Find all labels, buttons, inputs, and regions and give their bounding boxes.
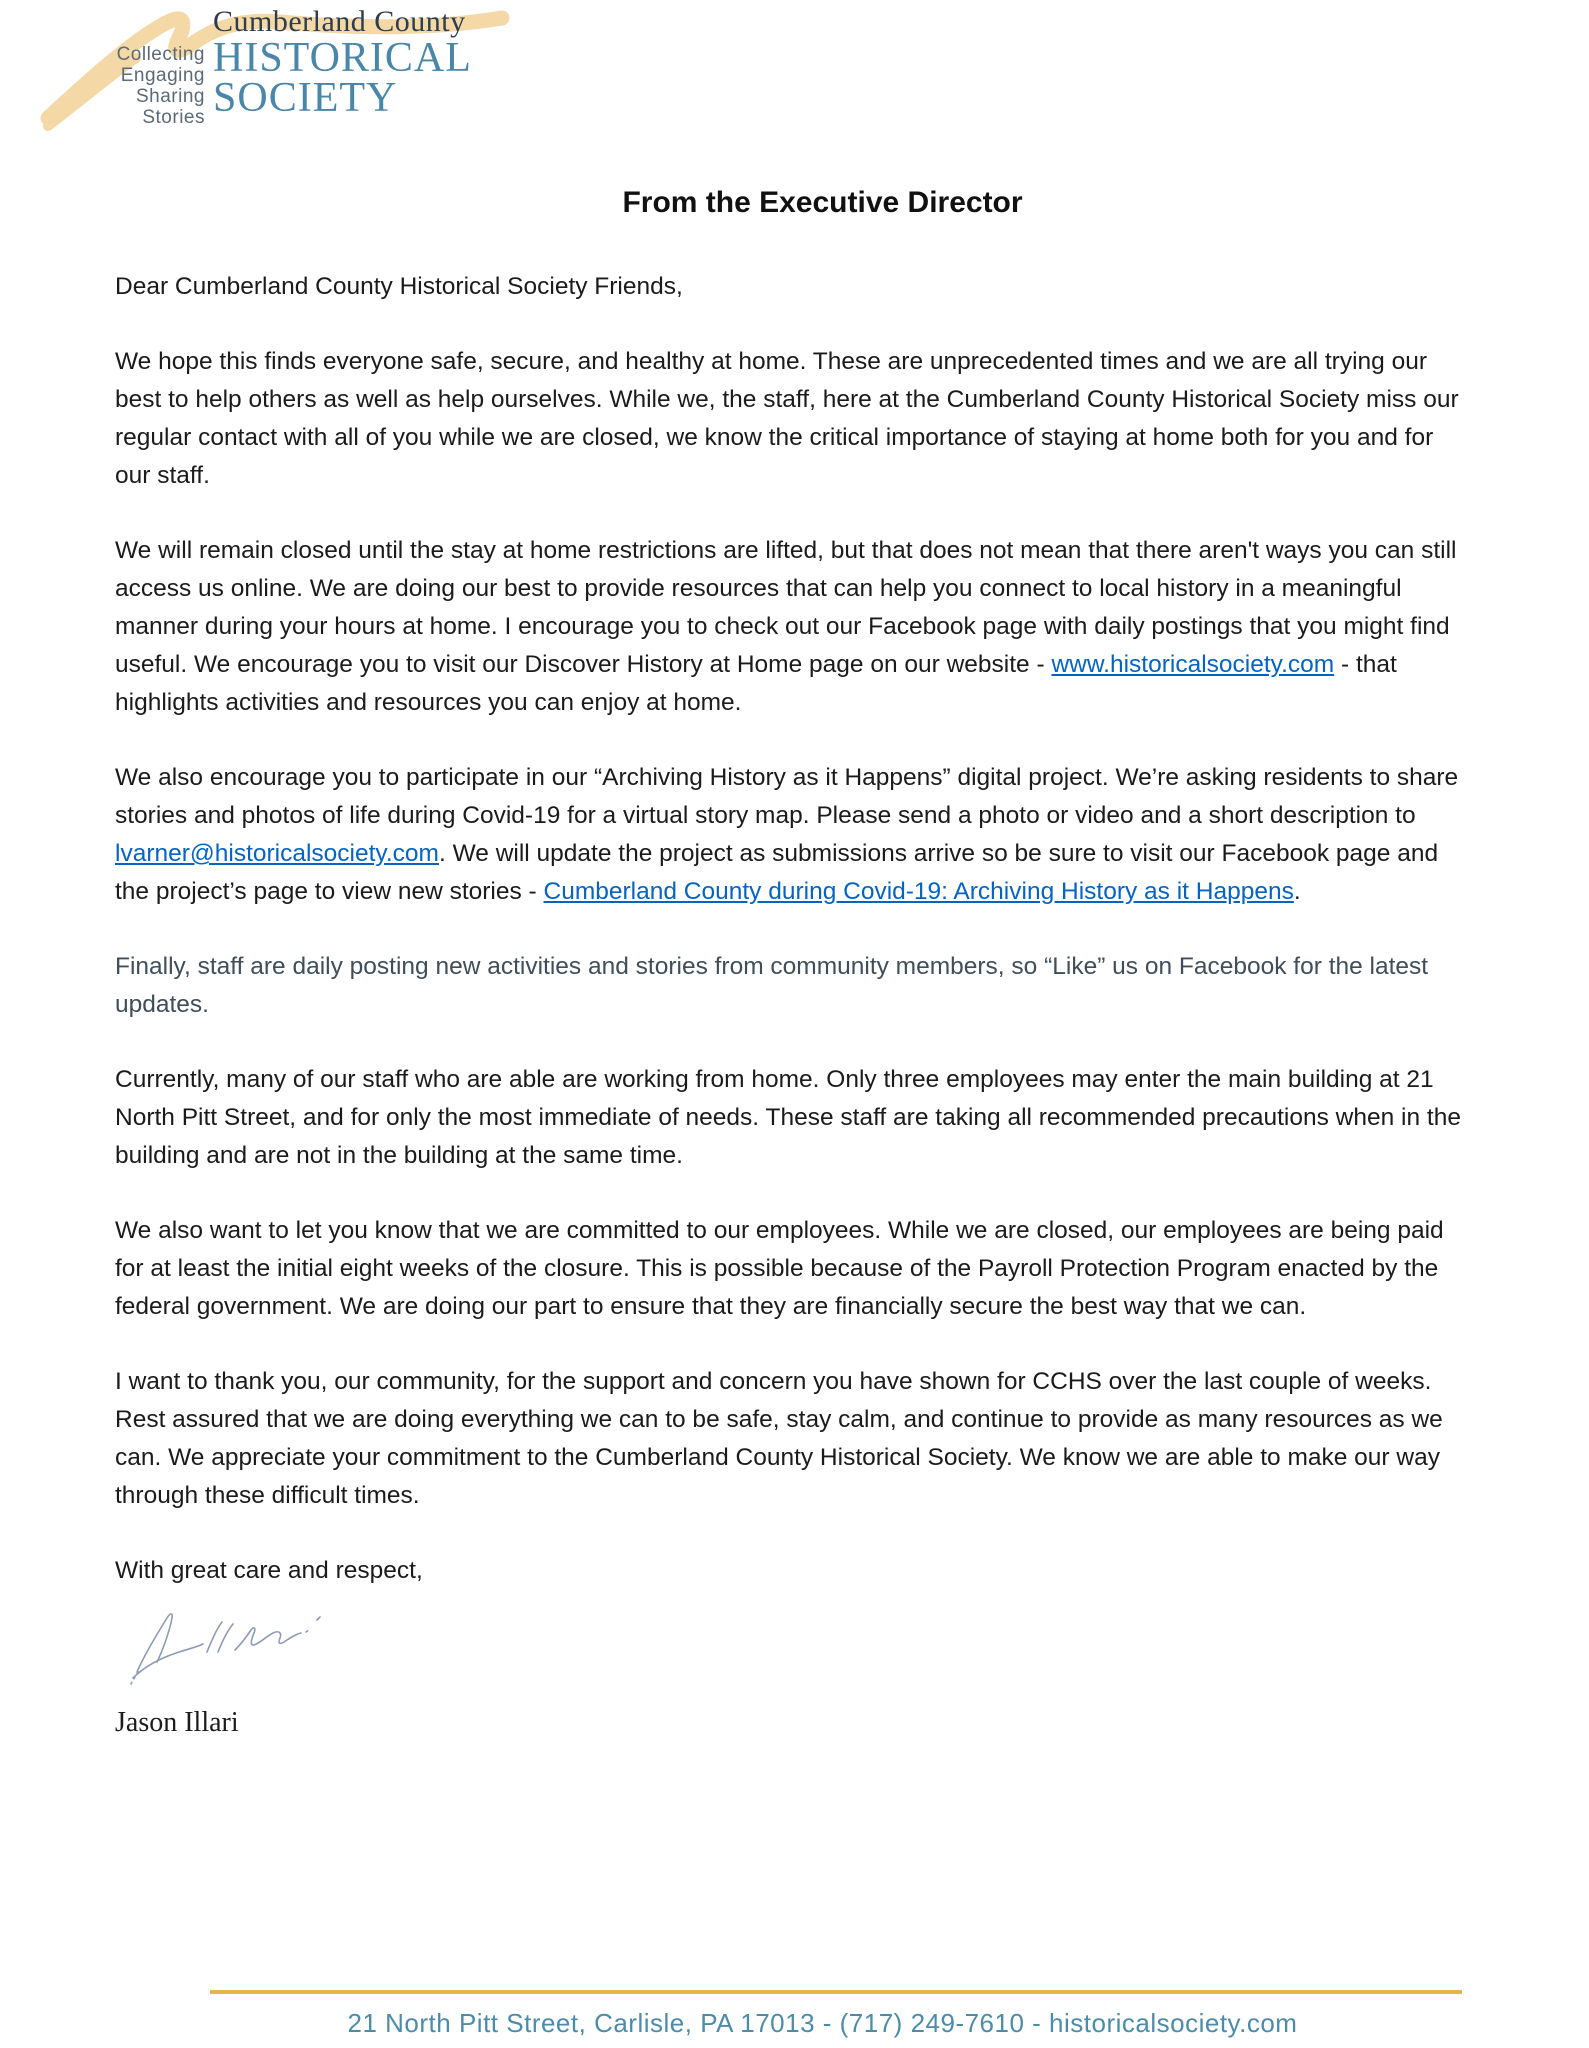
tagline-word: Sharing [136, 86, 205, 107]
paragraph-thanks: I want to thank you, our community, for the support and concern you have shown for CCHS over the last couple of weeks. Rest assured that we are doing everything we can to be safe, stay calm, and continue to provide as many resources as we can. We appreciate your commitment to the Cumberland County Historical Society. We know we are able to make our way through these difficult times. [115, 1368, 1443, 1509]
logo-wordmark [213, 5, 472, 121]
paragraph-staff: Currently, many of our staff who are able are working from home. Only three employees may enter the main building at 21 North Pitt Street, and for only the most immediate of needs. These staff are taking all recommended precautions when in the building and are not in the building at the same time. [115, 1066, 1461, 1169]
tagline-word: Engaging [120, 65, 205, 86]
letter-body [115, 268, 1475, 1742]
signature-image [123, 1600, 353, 1690]
paragraph-text: - that highlights activities and resources you can enjoy at home. [115, 651, 1397, 716]
email-link[interactable]: lvarner@historicalsociety.com [115, 840, 439, 867]
paragraph-hope: We hope this finds everyone safe, secure, and healthy at home. These are unprecedented times and we are all trying our best to help others as well as help ourselves. While we, the staff, here at the Cumberland County Historical Society miss our regular contact with all of you while we are closed, we know the critical importance of staying at home both for you and for our staff. [115, 348, 1459, 489]
paragraph-facebook: Finally, staff are daily posting new activities and stories from community members, so “Like” us on Facebook for the latest updates. [115, 953, 1429, 1018]
logo-org-historical: HISTORICAL [213, 35, 472, 81]
logo-org-society: SOCIETY [213, 75, 398, 121]
page-title: From the Executive Director [622, 186, 1023, 219]
closing-line: With great care and respect, [115, 1557, 423, 1584]
paragraph-text: We will remain closed until the stay at home restrictions are lifted, but that does not mean that there aren't ways you can still access us online. We are doing our best to provide resources that can help you connect to local history in a meaningful manner during your hours at home. I encourage you to check out our Facebook page with daily postings that you might find useful. We encourage you to visit our Discover History at Home page on our website - [115, 537, 1457, 678]
tagline-word: Stories [142, 107, 205, 128]
footer-contact: 21 North Pitt Street, Carlisle, PA 17013 - (717) 249-7610 - historicalsociety.com [347, 2008, 1298, 2038]
footer-divider [210, 1990, 1462, 1994]
paragraph-closed [115, 532, 1475, 722]
signer-name: Jason Illari [115, 1707, 239, 1738]
paragraph-archiving [115, 759, 1475, 911]
salutation: Dear Cumberland County Historical Society Friends, [115, 273, 683, 300]
logo-org-county: Cumberland County [213, 5, 466, 38]
project-page-link[interactable]: Cumberland County during Covid-19: Archiving History as it Happens [543, 878, 1294, 905]
website-link[interactable]: www.historicalsociety.com [1051, 651, 1335, 678]
paragraph-text: . We will update the project as submissions arrive so be sure to visit our Facebook page and the project’s page to view new stories - [115, 840, 1439, 905]
paragraph-text: . [1293, 878, 1301, 905]
paragraph-text: We also encourage you to participate in our “Archiving History as it Happens” digital project. We’re asking residents to share stories and photos of life during Covid-19 for a virtual story map. Please send a photo or video and a short description to [115, 764, 1459, 829]
paragraph-employees: We also want to let you know that we are committed to our employees. While we are closed, our employees are being paid for at least the initial eight weeks of the closure. This is possible because of the Payroll Protection Program enacted by the federal government. We are doing our part to ensure that they are financially secure the best way that we can. [115, 1217, 1444, 1320]
logo-tagline [40, 44, 205, 128]
logo [40, 6, 510, 136]
tagline-word: Collecting [116, 44, 205, 65]
